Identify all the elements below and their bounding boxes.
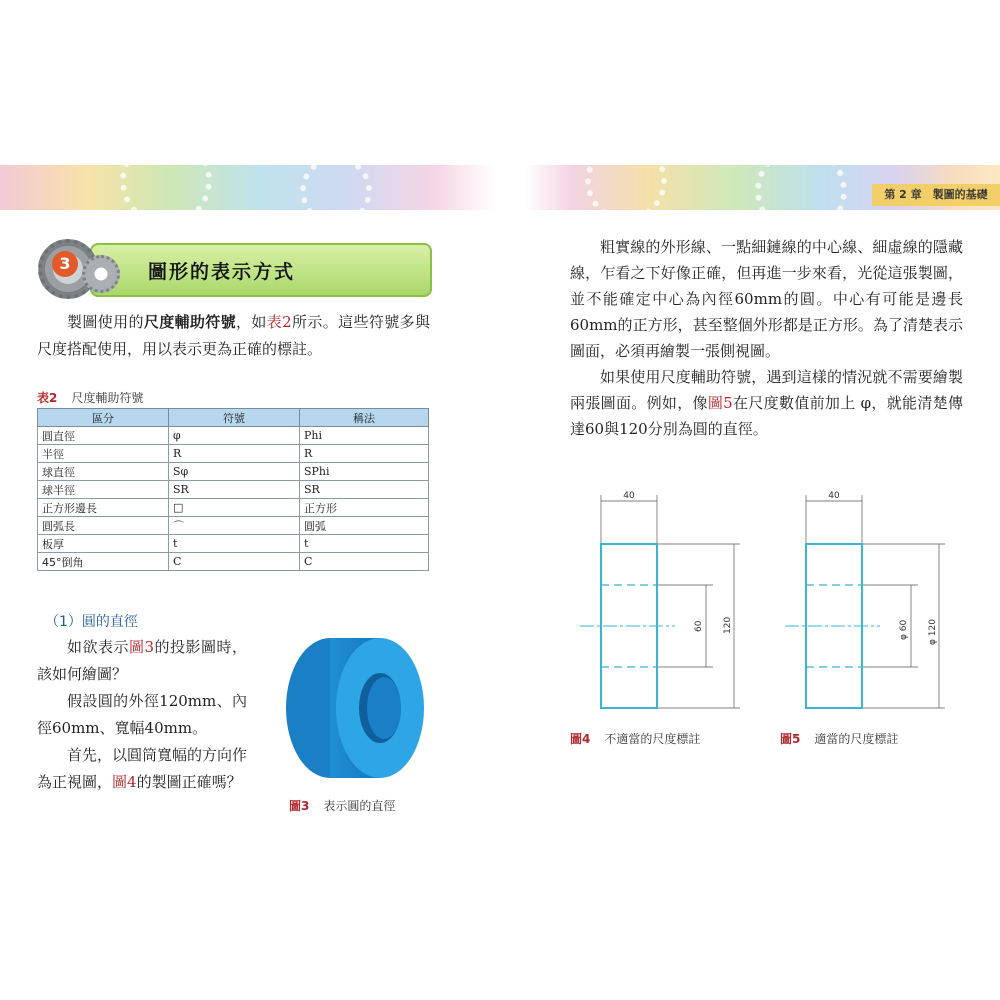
figure-ref: 圖4 (112, 773, 137, 791)
table-row: 45°倒角 C C (38, 553, 429, 571)
subsection-heading: （1）圓的直徑 (45, 614, 138, 630)
table-caption: 表2 尺度輔助符號 (37, 391, 144, 405)
table-header: 區分 (38, 409, 169, 427)
section-number: 3 (52, 251, 78, 277)
dim-inner: 60 (694, 620, 704, 632)
figure4-drawing (575, 485, 755, 720)
intro-paragraph: 製圖使用的尺度輔助符號，如表2所示。這些符號多與尺度搭配使用，用以表示更為正確的標註。 (37, 313, 430, 358)
figure5-caption: 圖5 適當的尺度標註 (780, 732, 899, 746)
gear-decoration-icon (755, 165, 847, 210)
table-row: 半徑 R R (38, 445, 429, 463)
left-body-text: 如欲表示圖3的投影圖時，該如何繪圖？ 假設圓的外徑120mm、內徑60mm、寬幅40mm。 首先，以圓筒寬幅的方向作為正視圖，圖4的製圖正確嗎？ (37, 638, 248, 791)
chapter-tab: 第 2 章 製圖的基礎 (872, 184, 1000, 206)
table-header: 稱法 (300, 409, 429, 427)
figure5-drawing (780, 485, 960, 720)
table-row: 板厚 t t (38, 535, 429, 553)
right-body-text: 粗實線的外形線、一點細鏈線的中心線、細虛線的隱藏線，乍看之下好像正確，但再進一步來看，光從這張製圖，並不能確定中心為內徑60mm的圓。中心有可能是邊長60mm的正方形，甚至整個外形都是正方形。為了清楚表示圖面，必須再繪製一張側視圖。 如果使用尺度輔助符號，遇到這樣的情況就不需要繪製兩張圖面。例如，像圖5在尺度數值前加上 φ，就能清楚傳達60與120分別為圓的直徑。 (570, 238, 963, 438)
dim-width: 40 (828, 491, 840, 501)
gear-decoration-icon (585, 165, 667, 210)
table-row: 球直徑 Sφ SPhi (38, 463, 429, 481)
cylinder-illustration (280, 633, 430, 783)
figure-ref: 圖5 (707, 394, 733, 412)
small-gear-icon (82, 255, 120, 293)
figure-ref: 圖3 (128, 638, 155, 656)
gear-decoration-icon (300, 165, 372, 210)
table-header: 符號 (169, 409, 300, 427)
dim-outer: φ 120 (928, 619, 938, 645)
figure3-caption: 圖3 表示圓的直徑 (289, 799, 396, 813)
section-title: 圖形的表示方式 (148, 261, 296, 283)
dim-inner: φ 60 (899, 619, 909, 640)
table-ref: 表2 (266, 313, 292, 331)
table-header-row (38, 409, 429, 427)
figure4-caption: 圖4 不適當的尺度標註 (570, 732, 701, 746)
gear-decoration-icon (120, 165, 212, 210)
table-row: 圓弧長 ⌒ 圓弧 (38, 517, 429, 535)
section-heading (38, 237, 430, 297)
cylinder-bore-inner (367, 677, 401, 739)
table-row: 圓直徑 φ Phi (38, 427, 429, 445)
dim-width: 40 (623, 491, 635, 501)
table-row: 正方形邊長 □ 正方形 (38, 499, 429, 517)
table-row: 球半徑 SR SR (38, 481, 429, 499)
symbol-table (37, 408, 429, 571)
highlight-term: 尺度輔助符號 (143, 313, 237, 331)
top-banner-left (0, 165, 495, 210)
dim-outer: 120 (723, 616, 733, 634)
